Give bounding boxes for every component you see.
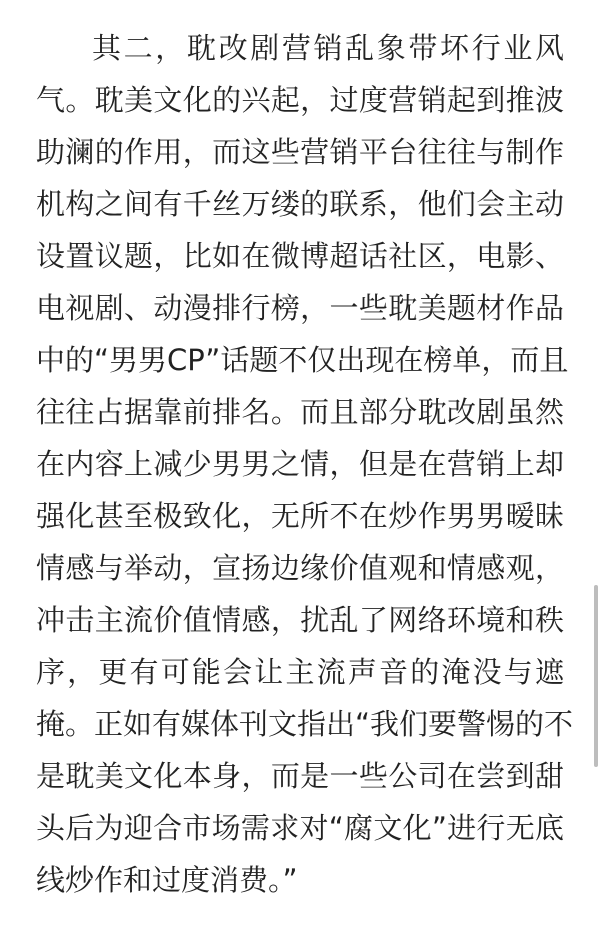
paragraph-line: 强化甚至极致化，无所不在炒作男男暧昧	[36, 499, 564, 533]
paragraph-line: 线炒作和过度消费。”	[36, 863, 298, 897]
paragraph-line: 头后为迎合市场需求对“腐文化”进行无底	[36, 811, 564, 845]
paragraph-line: 气。耽美文化的兴起，过度营销起到推波	[36, 83, 564, 117]
paragraph-line: 设置议题，比如在微博超话社区，电影、	[36, 239, 564, 273]
paragraph-line: 中的“男男CP”话题不仅出现在榜单，而且	[36, 343, 569, 377]
paragraph-line: 助澜的作用，而这些营销平台往往与制作	[36, 135, 564, 169]
scrollbar[interactable]	[594, 585, 598, 767]
paragraph-line: 冲击主流价值情感，扰乱了网络环境和秩	[36, 603, 564, 637]
paragraph-line: 在内容上减少男男之情，但是在营销上却	[36, 447, 564, 481]
paragraph-line: 掩。正如有媒体刊文指出“我们要警惕的不	[36, 707, 574, 741]
paragraph-line: 情感与举动，宣扬边缘价值观和情感观，	[36, 551, 564, 585]
paragraph-line: 其二，耽改剧营销乱象带坏行业风	[92, 31, 564, 65]
paragraph-line: 往往占据靠前排名。而且部分耽改剧虽然	[36, 395, 564, 429]
paragraph-line: 机构之间有千丝万缕的联系，他们会主动	[36, 187, 564, 221]
paragraph-line: 序，更有可能会让主流声音的淹没与遮	[36, 655, 564, 689]
paragraph-line: 电视剧、动漫排行榜，一些耽美题材作品	[36, 291, 564, 325]
paragraph-line: 是耽美文化本身，而是一些公司在尝到甜	[36, 759, 564, 793]
